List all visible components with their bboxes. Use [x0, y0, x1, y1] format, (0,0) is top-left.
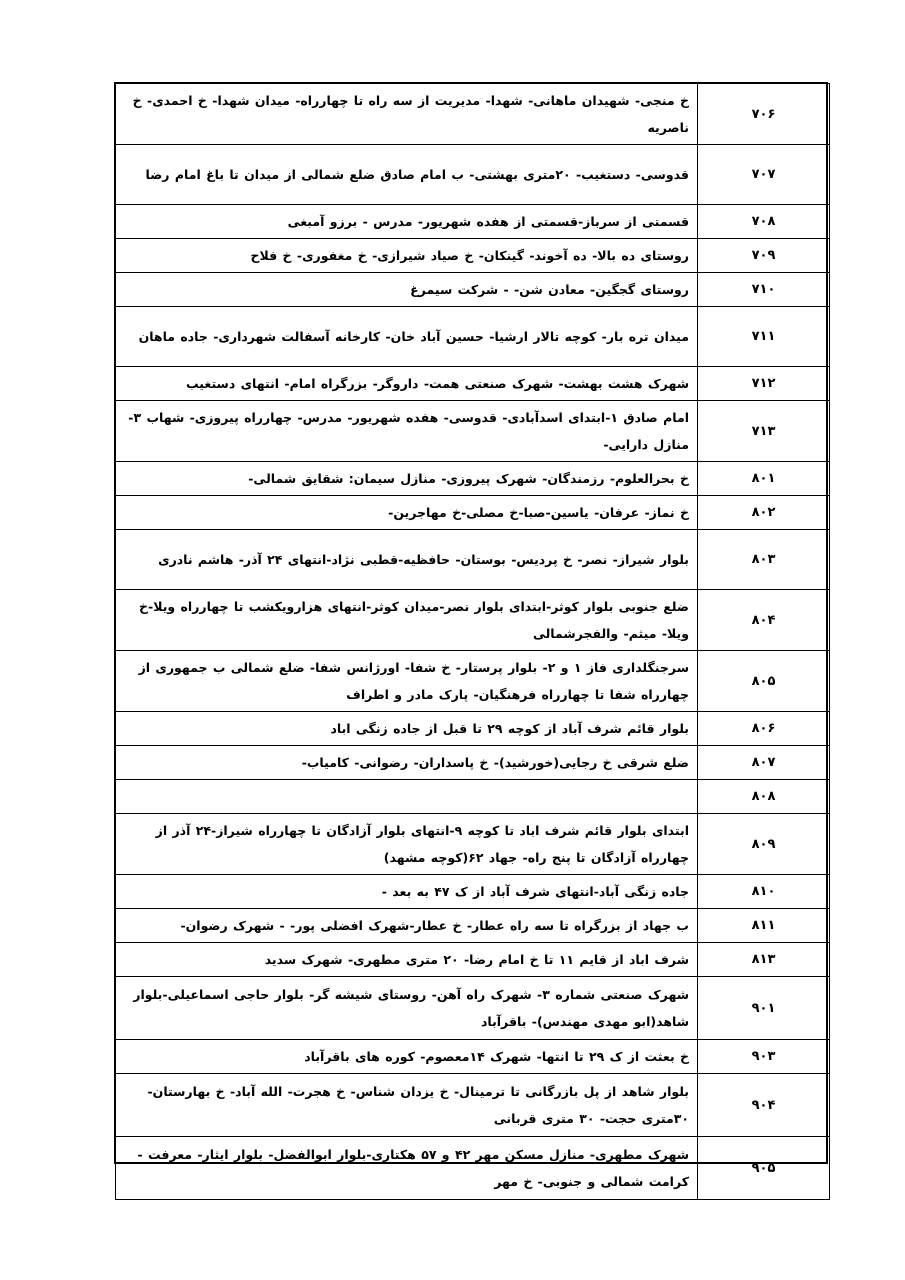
zone-description-cell: ب جهاد از بزرگراه تا سه راه عطار- خ عطار-شهرک افضلی پور- - شهرک رضوان- [116, 909, 698, 943]
zone-code-cell: ۸۰۶ [698, 712, 830, 746]
table-row [116, 307, 830, 367]
table-row [116, 814, 830, 875]
table-row [116, 273, 830, 307]
table-row [116, 496, 830, 530]
zone-description-cell: قسمتی از سرباز-قسمتی از هفده شهریور- مدرس - برزو آمبغی [116, 205, 698, 239]
table-row [116, 1137, 830, 1200]
zone-description-cell: روستای ده بالا- ده آخوند- گینکان- خ صیاد شیرازی- خ مغفوری- خ فلاح [116, 239, 698, 273]
zone-code-cell: ۷۱۱ [698, 307, 830, 367]
table-row [116, 780, 830, 814]
zone-code-cell: ۸۱۳ [698, 943, 830, 977]
zone-code-cell: ۷۱۰ [698, 273, 830, 307]
table-row [116, 943, 830, 977]
zone-description-cell: شرف اباد از قایم ۱۱ تا خ امام رضا- ۲۰ متری مطهری- شهرک سدید [116, 943, 698, 977]
zone-description-cell: ابتدای بلوار قائم شرف اباد تا کوچه ۹-انتهای بلوار آزادگان تا چهارراه شیراز-۲۴ آذر از چهارراه آزادگان تا پنج راه- جهاد ۶۲(کوچه مشهد) [116, 814, 698, 875]
zone-description-cell: خ بحرالعلوم- رزمندگان- شهرک پیروزی- منازل سیمان: شقایق شمالی- [116, 462, 698, 496]
table-row [116, 239, 830, 273]
zone-description-cell [116, 780, 698, 814]
zones-table [115, 83, 830, 1200]
zone-description-cell: خ نماز- عرفان- یاسین-صبا-خ مصلی-خ مهاجرین- [116, 496, 698, 530]
zone-description-cell: بلوار قائم شرف آباد از کوچه ۲۹ تا قبل از جاده زنگی اباد [116, 712, 698, 746]
zone-code-cell: ۹۰۴ [698, 1074, 830, 1137]
table-row [116, 909, 830, 943]
zone-description-cell: جاده زنگی آباد-انتهای شرف آباد از ک ۴۷ به بعد - [116, 875, 698, 909]
zone-code-cell: ۷۰۸ [698, 205, 830, 239]
table-row [116, 367, 830, 401]
zone-code-cell: ۸۰۵ [698, 651, 830, 712]
zone-description-cell: امام صادق ۱-ابتدای اسدآبادی- قدوسی- هفده شهریور- مدرس- چهارراه پیروزی- شهاب ۳- منازل دارایی- [116, 401, 698, 462]
zone-code-cell: ۸۱۱ [698, 909, 830, 943]
zone-code-cell: ۸۰۹ [698, 814, 830, 875]
zone-code-cell: ۸۰۷ [698, 746, 830, 780]
zone-code-cell: ۹۰۳ [698, 1040, 830, 1074]
table-row [116, 977, 830, 1040]
zone-code-cell: ۸۰۳ [698, 530, 830, 590]
table-row [116, 462, 830, 496]
zone-code-cell: ۷۰۷ [698, 145, 830, 205]
zone-code-cell: ۸۱۰ [698, 875, 830, 909]
table-row [116, 651, 830, 712]
zones-table-body [116, 84, 830, 1200]
zone-description-cell: بلوار شاهد از پل بازرگانی تا ترمینال- خ یزدان شناس- خ هجرت- الله آباد- خ بهارستان- ۳۰متری حجت- ۳۰ متری قربانی [116, 1074, 698, 1137]
zone-code-cell: ۸۰۴ [698, 590, 830, 651]
zone-description-cell: قدوسی- دستغیب- ۲۰متری بهشتی- ب امام صادق ضلع شمالی از میدان تا باغ امام رضا [116, 145, 698, 205]
zone-description-cell: ضلع جنوبی بلوار کوثر-ابتدای بلوار نصر-میدان کوثر-انتهای هزارویکشب تا چهارراه ویلا-خ ویلا- میثم- والفجرشمالی [116, 590, 698, 651]
table-row [116, 205, 830, 239]
table-row [116, 590, 830, 651]
zone-description-cell: روستای گجگین- معادن شن- - شرکت سیمرغ [116, 273, 698, 307]
zone-description-cell: خ منجی- شهیدان ماهانی- شهدا- مدیریت از سه راه تا چهارراه- میدان شهدا- خ احمدی- خ ناصریه [116, 84, 698, 145]
zone-code-cell: ۷۰۶ [698, 84, 830, 145]
table-row [116, 746, 830, 780]
table-row [116, 712, 830, 746]
table-row [116, 1040, 830, 1074]
table-row [116, 401, 830, 462]
table-row [116, 84, 830, 145]
zone-code-cell: ۸۰۱ [698, 462, 830, 496]
table-row [116, 530, 830, 590]
zone-code-cell: ۸۰۸ [698, 780, 830, 814]
zone-description-cell: خ بعثت از ک ۲۹ تا انتها- شهرک ۱۴معصوم- کوره های باقرآباد [116, 1040, 698, 1074]
table-row [116, 875, 830, 909]
zone-description-cell: شهرک هشت بهشت- شهرک صنعتی همت- داروگر- بزرگراه امام- انتهای دستغیب [116, 367, 698, 401]
zone-description-cell: میدان تره بار- کوچه تالار ارشیا- حسین آباد خان- کارخانه آسفالت شهرداری- جاده ماهان [116, 307, 698, 367]
zone-code-cell: ۷۰۹ [698, 239, 830, 273]
zone-code-cell: ۹۰۵ [698, 1137, 830, 1200]
zone-code-cell: ۹۰۱ [698, 977, 830, 1040]
table-row [116, 145, 830, 205]
zone-description-cell: شهرک مطهری- منازل مسکن مهر ۴۲ و ۵۷ هکتاری-بلوار ابوالفضل- بلوار ایثار- معرفت - کرامت شمالی و جنوبی- خ مهر [116, 1137, 698, 1200]
zone-description-cell: بلوار شیراز- نصر- خ پردیس- بوستان- حافظیه-قطبی نژاد-انتهای ۲۴ آذر- هاشم نادری [116, 530, 698, 590]
zone-description-cell: شهرک صنعتی شماره ۳- شهرک راه آهن- روستای شیشه گر- بلوار حاجی اسماعیلی-بلوار شاهد(ابو مهدی مهندس)- باقرآباد [116, 977, 698, 1040]
zone-description-cell: ضلع شرقی خ رجایی(خورشید)- خ پاسداران- رضوانی- کامیاب- [116, 746, 698, 780]
zone-code-cell: ۷۱۲ [698, 367, 830, 401]
zone-code-cell: ۷۱۳ [698, 401, 830, 462]
zone-description-cell: سرجنگلداری فاز ۱ و ۲- بلوار پرستار- خ شفا- اورژانس شفا- ضلع شمالی ب جمهوری از چهارراه شفا تا چهارراه فرهنگیان- پارک مادر و اطراف [116, 651, 698, 712]
table-row [116, 1074, 830, 1137]
zone-code-cell: ۸۰۲ [698, 496, 830, 530]
